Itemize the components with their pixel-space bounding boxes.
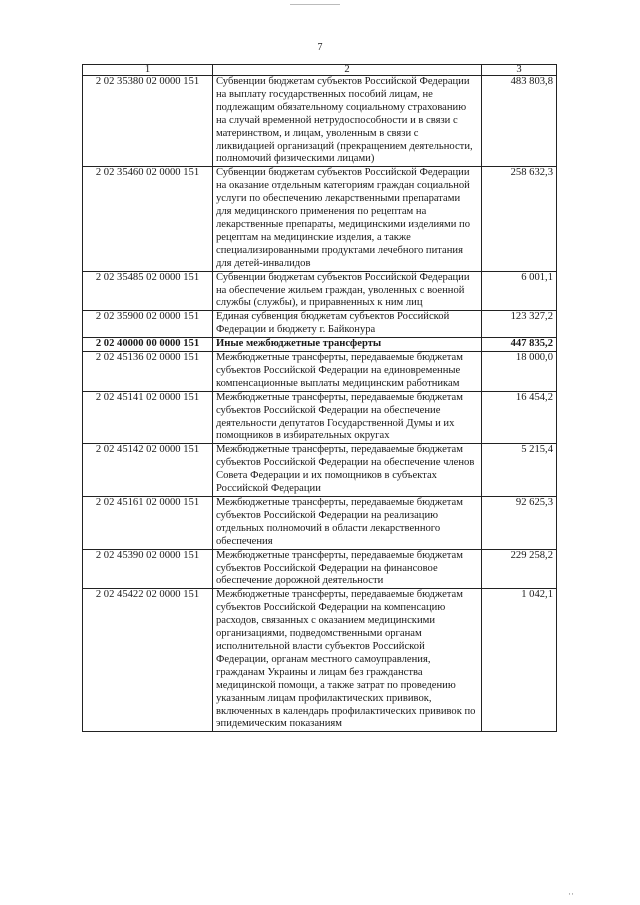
amount-cell: 92 625,3 xyxy=(482,497,557,550)
code-cell: 2 02 35900 02 0000 151 xyxy=(83,311,213,338)
corner-mark: ·· xyxy=(568,889,574,899)
description-cell: Межбюджетные трансферты, передаваемые бюджетам субъектов Российской Федерации на единовременные компенсационные выплаты медицинским работникам xyxy=(213,352,482,392)
amount-cell: 483 803,8 xyxy=(482,76,557,167)
table-row xyxy=(83,352,557,392)
code-cell: 2 02 45161 02 0000 151 xyxy=(83,497,213,550)
description-cell: Межбюджетные трансферты, передаваемые бюджетам субъектов Российской Федерации на компенсацию расходов, связанных с оказанием медицинскими организациями, подведомственными органам исполнительной власти субъектов Российской Федерации, органам местного самоуправления, гражданам Украины и лицам без гражданства медицинской помощи, а также затрат по проведению указанным лицам профилактических прививок, включенных в календарь профилактических прививок по эпидемическим показаниям xyxy=(213,589,482,732)
header-column-amount: 3 xyxy=(482,65,557,76)
code-cell: 2 02 40000 00 0000 151 xyxy=(83,338,213,352)
table-row xyxy=(83,497,557,550)
table-row xyxy=(83,76,557,167)
header-row xyxy=(83,65,557,76)
amount-cell: 258 632,3 xyxy=(482,167,557,271)
header-column-code: 1 xyxy=(83,65,213,76)
code-cell: 2 02 45142 02 0000 151 xyxy=(83,444,213,497)
table-header xyxy=(83,65,557,76)
code-cell: 2 02 45136 02 0000 151 xyxy=(83,352,213,392)
table-body xyxy=(83,76,557,732)
amount-cell: 1 042,1 xyxy=(482,589,557,732)
code-cell: 2 02 45390 02 0000 151 xyxy=(83,549,213,589)
description-cell: Межбюджетные трансферты, передаваемые бюджетам субъектов Российской Федерации на реализацию отдельных полномочий в области лекарственного обеспечения xyxy=(213,497,482,550)
description-cell: Субвенции бюджетам субъектов Российской Федерации на оказание отдельным категориям граждан социальной услуги по обеспечению лекарственными препаратами для медицинского применения по рецептам на лекарственные препараты, медицинскими изделиями по рецептам на медицинские изделия, а также специализированными продуктами лечебного питания для детей-инвалидов xyxy=(213,167,482,271)
amount-cell: 5 215,4 xyxy=(482,444,557,497)
table-row xyxy=(83,271,557,311)
page-number: 7 xyxy=(317,42,323,53)
amount-cell: 447 835,2 xyxy=(482,338,557,352)
header-column-description: 2 xyxy=(213,65,482,76)
table-row xyxy=(83,167,557,271)
table-row xyxy=(83,444,557,497)
code-cell: 2 02 35485 02 0000 151 xyxy=(83,271,213,311)
table-row xyxy=(83,589,557,732)
description-cell: Межбюджетные трансферты, передаваемые бюджетам субъектов Российской Федерации на финансовое обеспечение дорожной деятельности xyxy=(213,549,482,589)
amount-cell: 16 454,2 xyxy=(482,391,557,444)
description-cell: Субвенции бюджетам субъектов Российской Федерации на обеспечение жильем граждан, уволенных с военной службы (службы), и приравненных к ним лиц xyxy=(213,271,482,311)
code-cell: 2 02 45422 02 0000 151 xyxy=(83,589,213,732)
table-row xyxy=(83,549,557,589)
amount-cell: 229 258,2 xyxy=(482,549,557,589)
budget-table xyxy=(82,64,557,732)
description-cell: Межбюджетные трансферты, передаваемые бюджетам субъектов Российской Федерации на обеспечение членов Совета Федерации и их помощников в субъектах Российской Федерации xyxy=(213,444,482,497)
description-cell: Межбюджетные трансферты, передаваемые бюджетам субъектов Российской Федерации на обеспечение деятельности депутатов Государственной Думы и их помощников в избирательных округах xyxy=(213,391,482,444)
table-row xyxy=(83,338,557,352)
description-cell: Единая субвенция бюджетам субъектов Российской Федерации и бюджету г. Байконура xyxy=(213,311,482,338)
table-row xyxy=(83,391,557,444)
amount-cell: 18 000,0 xyxy=(482,352,557,392)
amount-cell: 6 001,1 xyxy=(482,271,557,311)
table-row xyxy=(83,311,557,338)
code-cell: 2 02 45141 02 0000 151 xyxy=(83,391,213,444)
description-cell: Иные межбюджетные трансферты xyxy=(213,338,482,352)
code-cell: 2 02 35460 02 0000 151 xyxy=(83,167,213,271)
code-cell: 2 02 35380 02 0000 151 xyxy=(83,76,213,167)
amount-cell: 123 327,2 xyxy=(482,311,557,338)
description-cell: Субвенции бюджетам субъектов Российской Федерации на выплату государственных пособий лицам, не подлежащим обязательному социальному страхованию на случай временной нетрудоспособности и в связи с материнством, и лицам, уволенным в связи с ликвидацией организаций (прекращением деятельности, полномочий физическими лицами) xyxy=(213,76,482,167)
top-scan-mark xyxy=(290,0,340,5)
